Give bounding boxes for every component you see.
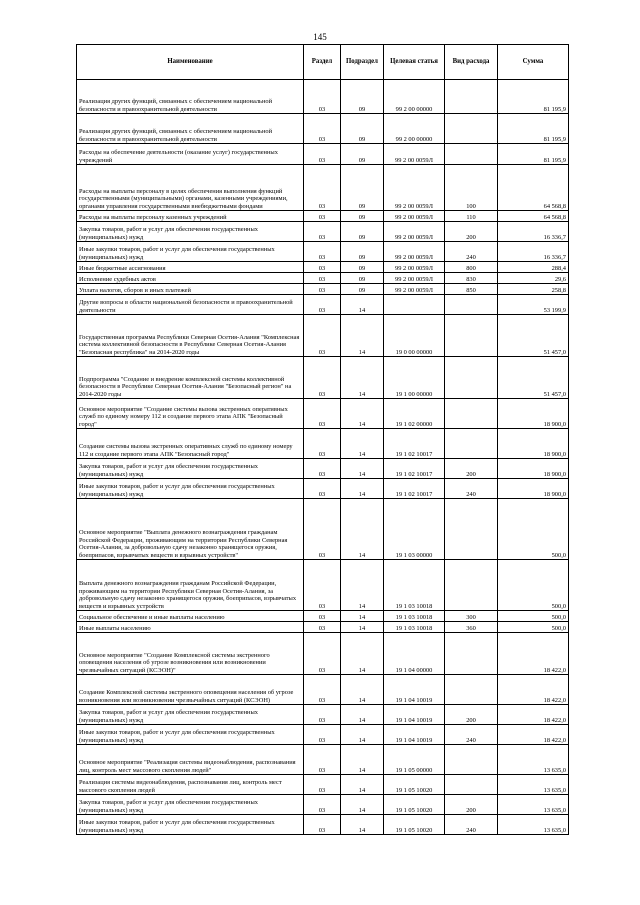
row-target: 19 0 00 00000 — [384, 315, 445, 357]
row-amount: 13 635,0 — [498, 795, 569, 815]
row-target: 99 2 00 0059Л — [384, 144, 445, 165]
table-row — [77, 165, 569, 211]
row-subsection: 14 — [341, 560, 384, 611]
table-row — [77, 633, 569, 675]
table-row — [77, 622, 569, 633]
row-subsection: 09 — [341, 242, 384, 262]
row-amount: 500,0 — [498, 560, 569, 611]
table-row — [77, 611, 569, 622]
header-name: Наименование — [77, 45, 304, 80]
row-name: Расходы на обеспечение деятельности (оказание услуг) государственных учреждений — [77, 144, 304, 165]
row-section: 03 — [304, 165, 341, 211]
row-target: 19 1 04 10019 — [384, 725, 445, 745]
row-amount: 16 336,7 — [498, 222, 569, 242]
row-expense-type: 360 — [445, 622, 498, 633]
row-name: Реализация системы видеонаблюдения, распознавания лиц, контроль мест массового скопления людей — [77, 775, 304, 795]
row-amount: 81 195,9 — [498, 80, 569, 114]
row-section: 03 — [304, 315, 341, 357]
row-section: 03 — [304, 560, 341, 611]
row-name: Подпрограмма "Создание и внедрение комплексной системы коллективной безопасности в Республике Северная Осетия-Алания "Безопасный регион" на 2014-2020 годы — [77, 357, 304, 399]
row-amount: 29,6 — [498, 273, 569, 284]
table-row — [77, 357, 569, 399]
row-expense-type — [445, 295, 498, 315]
row-amount: 288,4 — [498, 262, 569, 273]
row-expense-type — [445, 315, 498, 357]
row-subsection: 14 — [341, 725, 384, 745]
row-target: 99 2 00 00000 — [384, 114, 445, 144]
row-subsection: 09 — [341, 273, 384, 284]
row-target: 19 1 04 10019 — [384, 705, 445, 725]
row-target: 99 2 00 0059Л — [384, 273, 445, 284]
row-section: 03 — [304, 284, 341, 295]
row-section: 03 — [304, 633, 341, 675]
row-target: 99 2 00 0059Л — [384, 284, 445, 295]
row-amount: 16 336,7 — [498, 242, 569, 262]
row-expense-type — [445, 560, 498, 611]
table-row — [77, 705, 569, 725]
row-target: 19 1 02 10017 — [384, 459, 445, 479]
row-target: 99 2 00 0059Л — [384, 262, 445, 273]
row-name: Выплата денежного вознаграждения гражданам Российской Федерации, проживающим на территории Республики Северная Осетия-Алания, за добровольную сдачу незаконно хранящегося оружия, боеприпасов, взрывчатых веществ и взрывных устройств — [77, 560, 304, 611]
row-subsection: 14 — [341, 357, 384, 399]
row-section: 03 — [304, 399, 341, 429]
row-expense-type: 800 — [445, 262, 498, 273]
table-row — [77, 295, 569, 315]
row-subsection: 14 — [341, 459, 384, 479]
row-section: 03 — [304, 114, 341, 144]
row-amount: 18 900,0 — [498, 479, 569, 499]
table-row — [77, 499, 569, 560]
row-subsection: 14 — [341, 795, 384, 815]
row-target: 19 1 02 10017 — [384, 479, 445, 499]
row-subsection: 14 — [341, 705, 384, 725]
row-subsection: 09 — [341, 144, 384, 165]
row-name: Основное мероприятие "Выплата денежного вознаграждения гражданам Российской Федерации, проживающим на территории Республики Северная Осетия-Алания, за добровольную сдачу незаконно хранящегося оружия, боеприпасов, взрывчатых веществ и взрывных устройств" — [77, 499, 304, 560]
row-section: 03 — [304, 273, 341, 284]
row-target: 19 1 05 10020 — [384, 815, 445, 835]
row-name: Реализация других функций, связанных с обеспечением национальной безопасности и правоохранительной деятельности — [77, 80, 304, 114]
row-amount: 64 568,8 — [498, 211, 569, 222]
row-subsection: 14 — [341, 499, 384, 560]
table-row — [77, 429, 569, 459]
row-amount: 13 635,0 — [498, 775, 569, 795]
table-row — [77, 795, 569, 815]
row-expense-type — [445, 745, 498, 775]
row-amount: 53 199,9 — [498, 295, 569, 315]
row-amount: 51 457,0 — [498, 357, 569, 399]
row-expense-type — [445, 499, 498, 560]
row-name: Исполнение судебных актов — [77, 273, 304, 284]
row-name: Социальное обеспечение и иные выплаты населению — [77, 611, 304, 622]
row-subsection: 09 — [341, 165, 384, 211]
row-amount: 500,0 — [498, 622, 569, 633]
row-subsection: 14 — [341, 399, 384, 429]
table-row — [77, 144, 569, 165]
row-target — [384, 295, 445, 315]
row-amount: 51 457,0 — [498, 315, 569, 357]
row-section: 03 — [304, 611, 341, 622]
table-header-row — [77, 45, 569, 80]
row-subsection: 14 — [341, 295, 384, 315]
row-expense-type: 300 — [445, 611, 498, 622]
row-target: 19 1 03 10018 — [384, 611, 445, 622]
row-subsection: 14 — [341, 815, 384, 835]
row-expense-type — [445, 775, 498, 795]
row-subsection: 09 — [341, 284, 384, 295]
row-name: Иные закупки товаров, работ и услуг для обеспечения государственных (муниципальных) нужд — [77, 725, 304, 745]
row-subsection: 14 — [341, 775, 384, 795]
row-expense-type — [445, 399, 498, 429]
table-row — [77, 479, 569, 499]
row-amount: 258,8 — [498, 284, 569, 295]
row-expense-type: 200 — [445, 222, 498, 242]
row-target: 99 2 00 0059Л — [384, 165, 445, 211]
row-expense-type — [445, 80, 498, 114]
row-name: Иные бюджетные ассигнования — [77, 262, 304, 273]
row-target: 19 1 02 10017 — [384, 429, 445, 459]
row-section: 03 — [304, 815, 341, 835]
row-amount: 18 422,0 — [498, 725, 569, 745]
row-section: 03 — [304, 795, 341, 815]
table-row — [77, 459, 569, 479]
row-amount: 500,0 — [498, 611, 569, 622]
row-subsection: 14 — [341, 622, 384, 633]
row-section: 03 — [304, 459, 341, 479]
row-expense-type — [445, 357, 498, 399]
table-row — [77, 399, 569, 429]
row-expense-type: 240 — [445, 242, 498, 262]
row-target: 19 1 05 00000 — [384, 745, 445, 775]
row-section: 03 — [304, 80, 341, 114]
row-name: Реализация других функций, связанных с обеспечением национальной безопасности и правоохранительной деятельности — [77, 114, 304, 144]
page-number: 145 — [313, 32, 327, 42]
table-row — [77, 222, 569, 242]
row-amount: 18 422,0 — [498, 675, 569, 705]
row-section: 03 — [304, 499, 341, 560]
row-section: 03 — [304, 262, 341, 273]
table-row — [77, 273, 569, 284]
row-expense-type: 830 — [445, 273, 498, 284]
row-name: Закупка товаров, работ и услуг для обеспечения государственных (муниципальных) нужд — [77, 705, 304, 725]
row-section: 03 — [304, 144, 341, 165]
row-subsection: 14 — [341, 745, 384, 775]
row-subsection: 14 — [341, 429, 384, 459]
row-target: 19 1 04 00000 — [384, 633, 445, 675]
row-section: 03 — [304, 211, 341, 222]
table-row — [77, 114, 569, 144]
row-section: 03 — [304, 775, 341, 795]
row-expense-type: 240 — [445, 725, 498, 745]
row-expense-type: 200 — [445, 459, 498, 479]
row-subsection: 14 — [341, 675, 384, 705]
row-section: 03 — [304, 242, 341, 262]
row-amount: 18 900,0 — [498, 399, 569, 429]
row-expense-type: 240 — [445, 479, 498, 499]
row-expense-type: 110 — [445, 211, 498, 222]
row-name: Закупка товаров, работ и услуг для обеспечения государственных (муниципальных) нужд — [77, 222, 304, 242]
budget-table — [76, 44, 569, 835]
row-target: 19 1 05 10020 — [384, 775, 445, 795]
row-target: 99 2 00 00000 — [384, 80, 445, 114]
row-target: 19 1 02 00000 — [384, 399, 445, 429]
row-amount: 81 195,9 — [498, 144, 569, 165]
row-amount: 18 900,0 — [498, 459, 569, 479]
row-section: 03 — [304, 745, 341, 775]
row-amount: 13 635,0 — [498, 815, 569, 835]
row-name: Иные выплаты населению — [77, 622, 304, 633]
row-section: 03 — [304, 222, 341, 242]
row-target: 19 1 04 10019 — [384, 675, 445, 705]
row-section: 03 — [304, 705, 341, 725]
row-name: Другие вопросы в области национальной безопасности и правоохранительной деятельности — [77, 295, 304, 315]
row-expense-type — [445, 144, 498, 165]
row-target: 19 1 03 00000 — [384, 499, 445, 560]
row-section: 03 — [304, 357, 341, 399]
row-subsection: 14 — [341, 315, 384, 357]
row-target: 19 1 03 10018 — [384, 560, 445, 611]
row-amount: 500,0 — [498, 499, 569, 560]
header-subsection: Подраздел — [341, 45, 384, 80]
row-name: Создание Комплексной системы экстренного оповещения населения об угрозе возникновения или возникновении чрезвычайных ситуаций (КСЭОН) — [77, 675, 304, 705]
row-target: 19 1 05 10020 — [384, 795, 445, 815]
table-row — [77, 560, 569, 611]
row-subsection: 09 — [341, 80, 384, 114]
row-expense-type: 100 — [445, 165, 498, 211]
row-expense-type: 200 — [445, 705, 498, 725]
row-section: 03 — [304, 675, 341, 705]
row-section: 03 — [304, 622, 341, 633]
row-name: Основное мероприятие "Реализация системы видеонаблюдения, распознавания лиц, контроль мест массового скопления людей" — [77, 745, 304, 775]
row-section: 03 — [304, 295, 341, 315]
row-subsection: 09 — [341, 114, 384, 144]
row-name: Расходы на выплаты персоналу в целях обеспечения выполнения функций государственными (муниципальными) органами, казенными учреждениями, органами управления государственными внебюджетными фондами — [77, 165, 304, 211]
row-name: Иные закупки товаров, работ и услуг для обеспечения государственных (муниципальных) нужд — [77, 242, 304, 262]
row-expense-type: 200 — [445, 795, 498, 815]
row-name: Закупка товаров, работ и услуг для обеспечения государственных (муниципальных) нужд — [77, 795, 304, 815]
row-expense-type — [445, 429, 498, 459]
row-name: Расходы на выплаты персоналу казенных учреждений — [77, 211, 304, 222]
table-row — [77, 725, 569, 745]
row-subsection: 14 — [341, 611, 384, 622]
row-amount: 81 195,9 — [498, 114, 569, 144]
row-section: 03 — [304, 479, 341, 499]
row-target: 99 2 00 0059Л — [384, 222, 445, 242]
header-amount: Сумма — [498, 45, 569, 80]
table-row — [77, 745, 569, 775]
table-row — [77, 242, 569, 262]
row-section: 03 — [304, 429, 341, 459]
row-target: 19 1 00 00000 — [384, 357, 445, 399]
row-subsection: 14 — [341, 633, 384, 675]
row-expense-type: 240 — [445, 815, 498, 835]
row-expense-type: 850 — [445, 284, 498, 295]
row-amount: 13 635,0 — [498, 745, 569, 775]
row-section: 03 — [304, 725, 341, 745]
table-row — [77, 211, 569, 222]
row-subsection: 09 — [341, 222, 384, 242]
table-row — [77, 815, 569, 835]
row-name: Основное мероприятие "Создание системы вызова экстренных оперативных служб по единому номеру 112 и создание первого этапа АПК "Безопасный город" — [77, 399, 304, 429]
row-target: 99 2 00 0059Л — [384, 242, 445, 262]
row-subsection: 09 — [341, 211, 384, 222]
table-row — [77, 80, 569, 114]
row-name: Создание системы вызова экстренных оперативных служб по единому номеру 112 и создание первого этапа АПК "Безопасный город" — [77, 429, 304, 459]
row-amount: 18 900,0 — [498, 429, 569, 459]
table-row — [77, 315, 569, 357]
table-row — [77, 675, 569, 705]
row-name: Уплата налогов, сборов и иных платежей — [77, 284, 304, 295]
row-name: Государственная программа Республики Северная Осетия-Алания "Комплексная система коллективной безопасности в Республике Северная Осетия-Алания "Безопасная республика" на 2014-2020 годы — [77, 315, 304, 357]
row-expense-type — [445, 675, 498, 705]
row-target: 99 2 00 0059Л — [384, 211, 445, 222]
table-row — [77, 775, 569, 795]
row-name: Иные закупки товаров, работ и услуг для обеспечения государственных (муниципальных) нужд — [77, 815, 304, 835]
row-amount: 64 568,8 — [498, 165, 569, 211]
row-name: Закупка товаров, работ и услуг для обеспечения государственных (муниципальных) нужд — [77, 459, 304, 479]
table-row — [77, 262, 569, 273]
table-row — [77, 284, 569, 295]
row-name: Основное мероприятие "Создание Комплексной системы экстренного оповещения населения об угрозе возникновения или возникновении чрезвычайных ситуаций (КСЭОН)" — [77, 633, 304, 675]
row-amount: 18 422,0 — [498, 705, 569, 725]
row-subsection: 14 — [341, 479, 384, 499]
header-section: Раздел — [304, 45, 341, 80]
row-name: Иные закупки товаров, работ и услуг для обеспечения государственных (муниципальных) нужд — [77, 479, 304, 499]
row-amount: 18 422,0 — [498, 633, 569, 675]
row-expense-type — [445, 114, 498, 144]
row-target: 19 1 03 10018 — [384, 622, 445, 633]
row-expense-type — [445, 633, 498, 675]
row-subsection: 09 — [341, 262, 384, 273]
header-expense-type: Вид расхода — [445, 45, 498, 80]
header-target: Целевая статья — [384, 45, 445, 80]
